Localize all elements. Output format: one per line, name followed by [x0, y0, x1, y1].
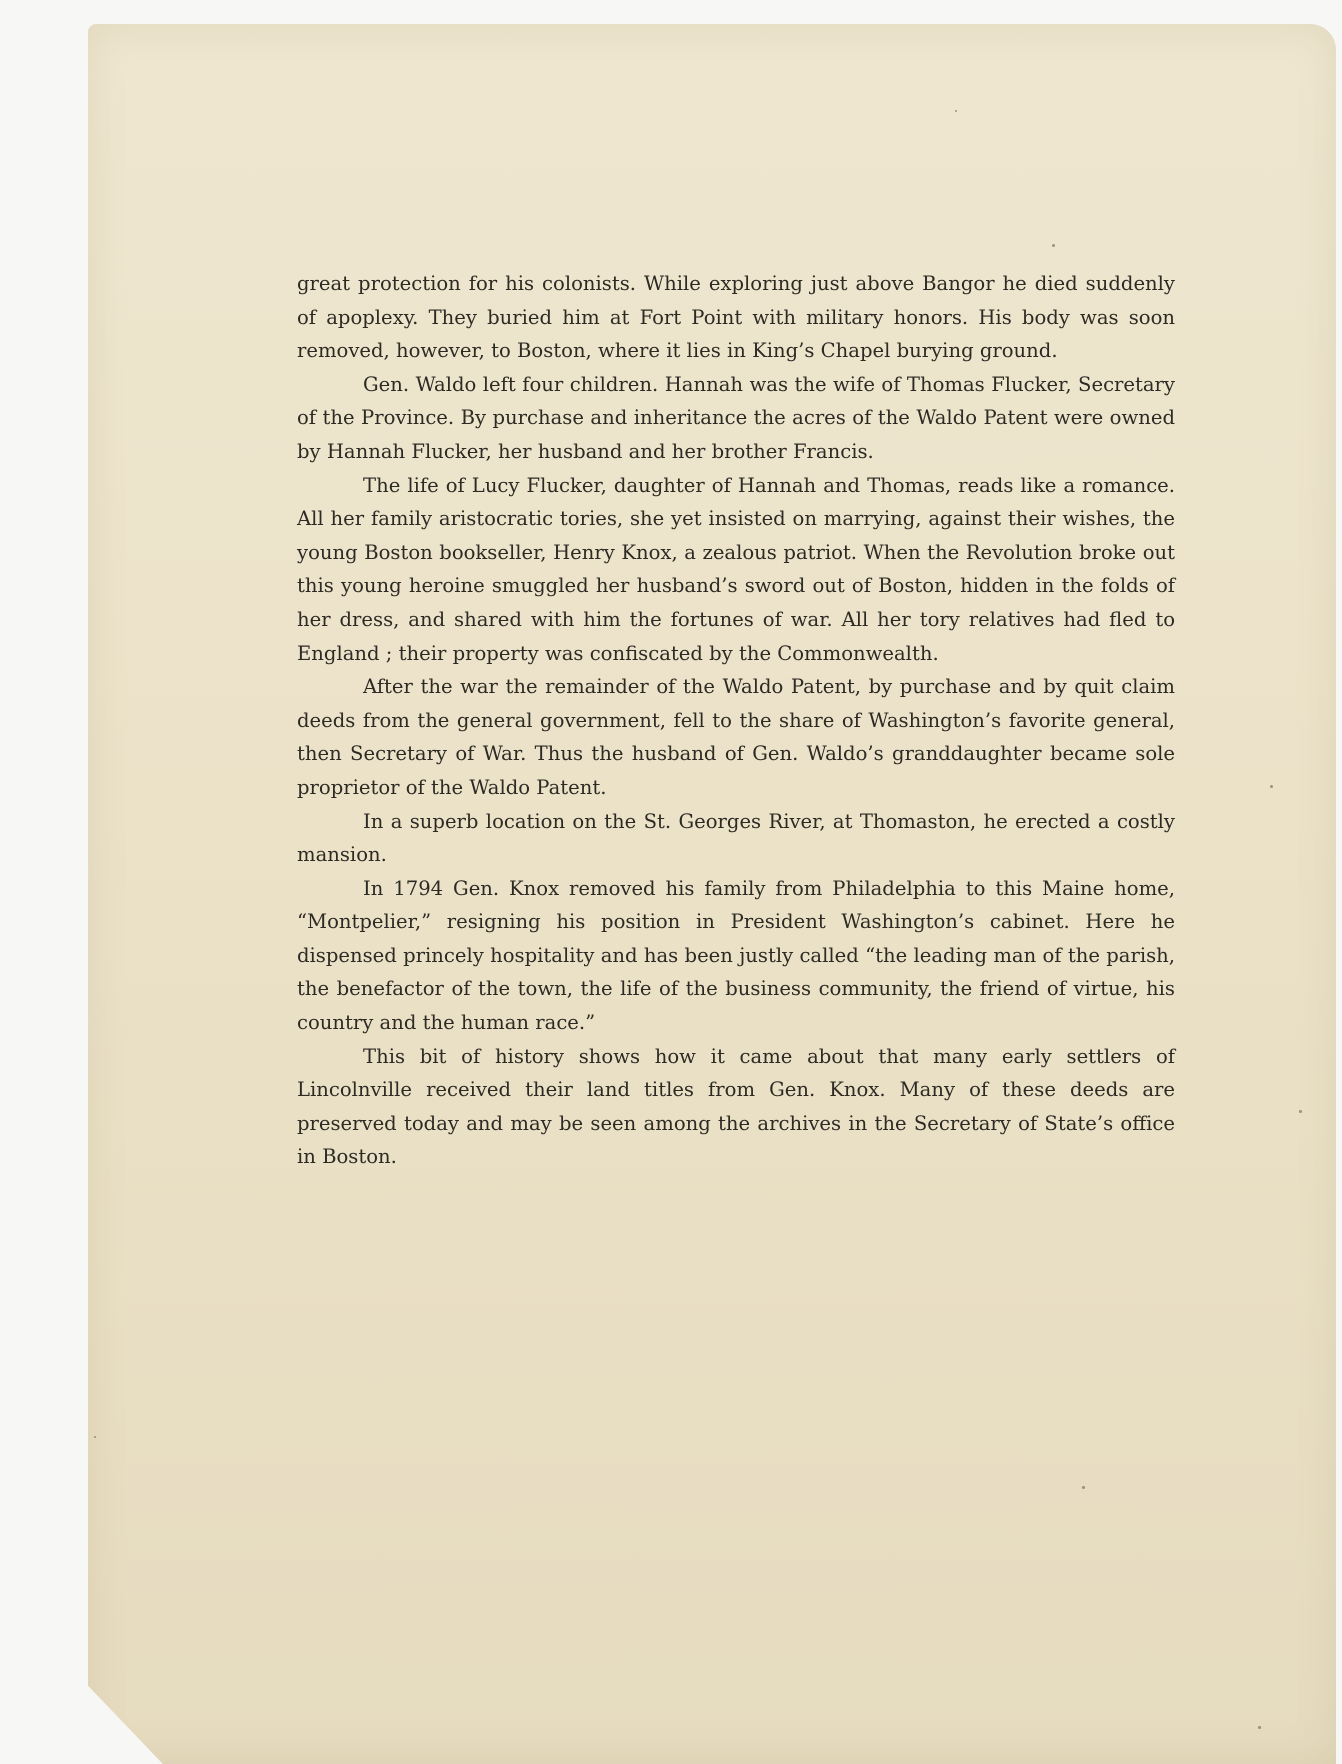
paragraph: This bit of history shows how it came about that many early settlers of Lincolnville received their land titles from Gen. Knox. Many of these deeds are preserved today and may be seen among the archives in the Secretary of State’s office in Boston.: [297, 1044, 1175, 1169]
paper-speck: [955, 110, 957, 112]
paragraph: Gen. Waldo left four children. Hannah was the wife of Thomas Flucker, Secretary of the Province. By purchase and inheritance the acres of the Waldo Patent were owned by Hannah Flucker, her husband and her brother Francis.: [297, 372, 1175, 463]
paragraph: In a superb location on the St. Georges River, at Thomaston, he erected a costly mansion.: [297, 809, 1175, 867]
paragraph: In 1794 Gen. Knox removed his family from Philadelphia to this Maine home, “Montpelier,” resigning his position in President Washington’s cabinet. Here he dispensed princely hospitality and has been justly called “the leading man of the parish, the benefactor of the town, the life of the business community, the friend of virtue, his country and the human race.”: [297, 876, 1175, 1035]
paragraph: great protection for his colonists. While exploring just above Bangor he died suddenly of apoplexy. They buried him at Fort Point with military honors. His body was soon removed, however, to Boston, where it lies in King’s Chapel burying ground.: [297, 272, 1175, 363]
paper-speck: [1052, 244, 1055, 247]
page-body-text: [297, 267, 1175, 1174]
paper-speck: [1270, 785, 1273, 788]
paper-speck: [1299, 1110, 1302, 1113]
paper-speck: [1258, 1726, 1261, 1729]
paper-speck: [94, 1436, 96, 1438]
paragraph: The life of Lucy Flucker, daughter of Hannah and Thomas, reads like a romance. All her family aristocratic tories, she yet insisted on marrying, against their wishes, the young Boston bookseller, Henry Knox, a zealous patriot. When the Revolution broke out this young heroine smuggled her husband’s sword out of Boston, hidden in the folds of her dress, and shared with him the fortunes of war. All her tory relatives had fled to England ; their property was confiscated by the Commonwealth.: [297, 473, 1175, 665]
paragraph: After the war the remainder of the Waldo Patent, by purchase and by quit claim deeds from the general government, fell to the share of Washington’s favorite general, then Secretary of War. Thus the husband of Gen. Waldo’s granddaughter became sole proprietor of the Waldo Patent.: [297, 675, 1175, 799]
paper-speck: [1082, 1486, 1085, 1489]
